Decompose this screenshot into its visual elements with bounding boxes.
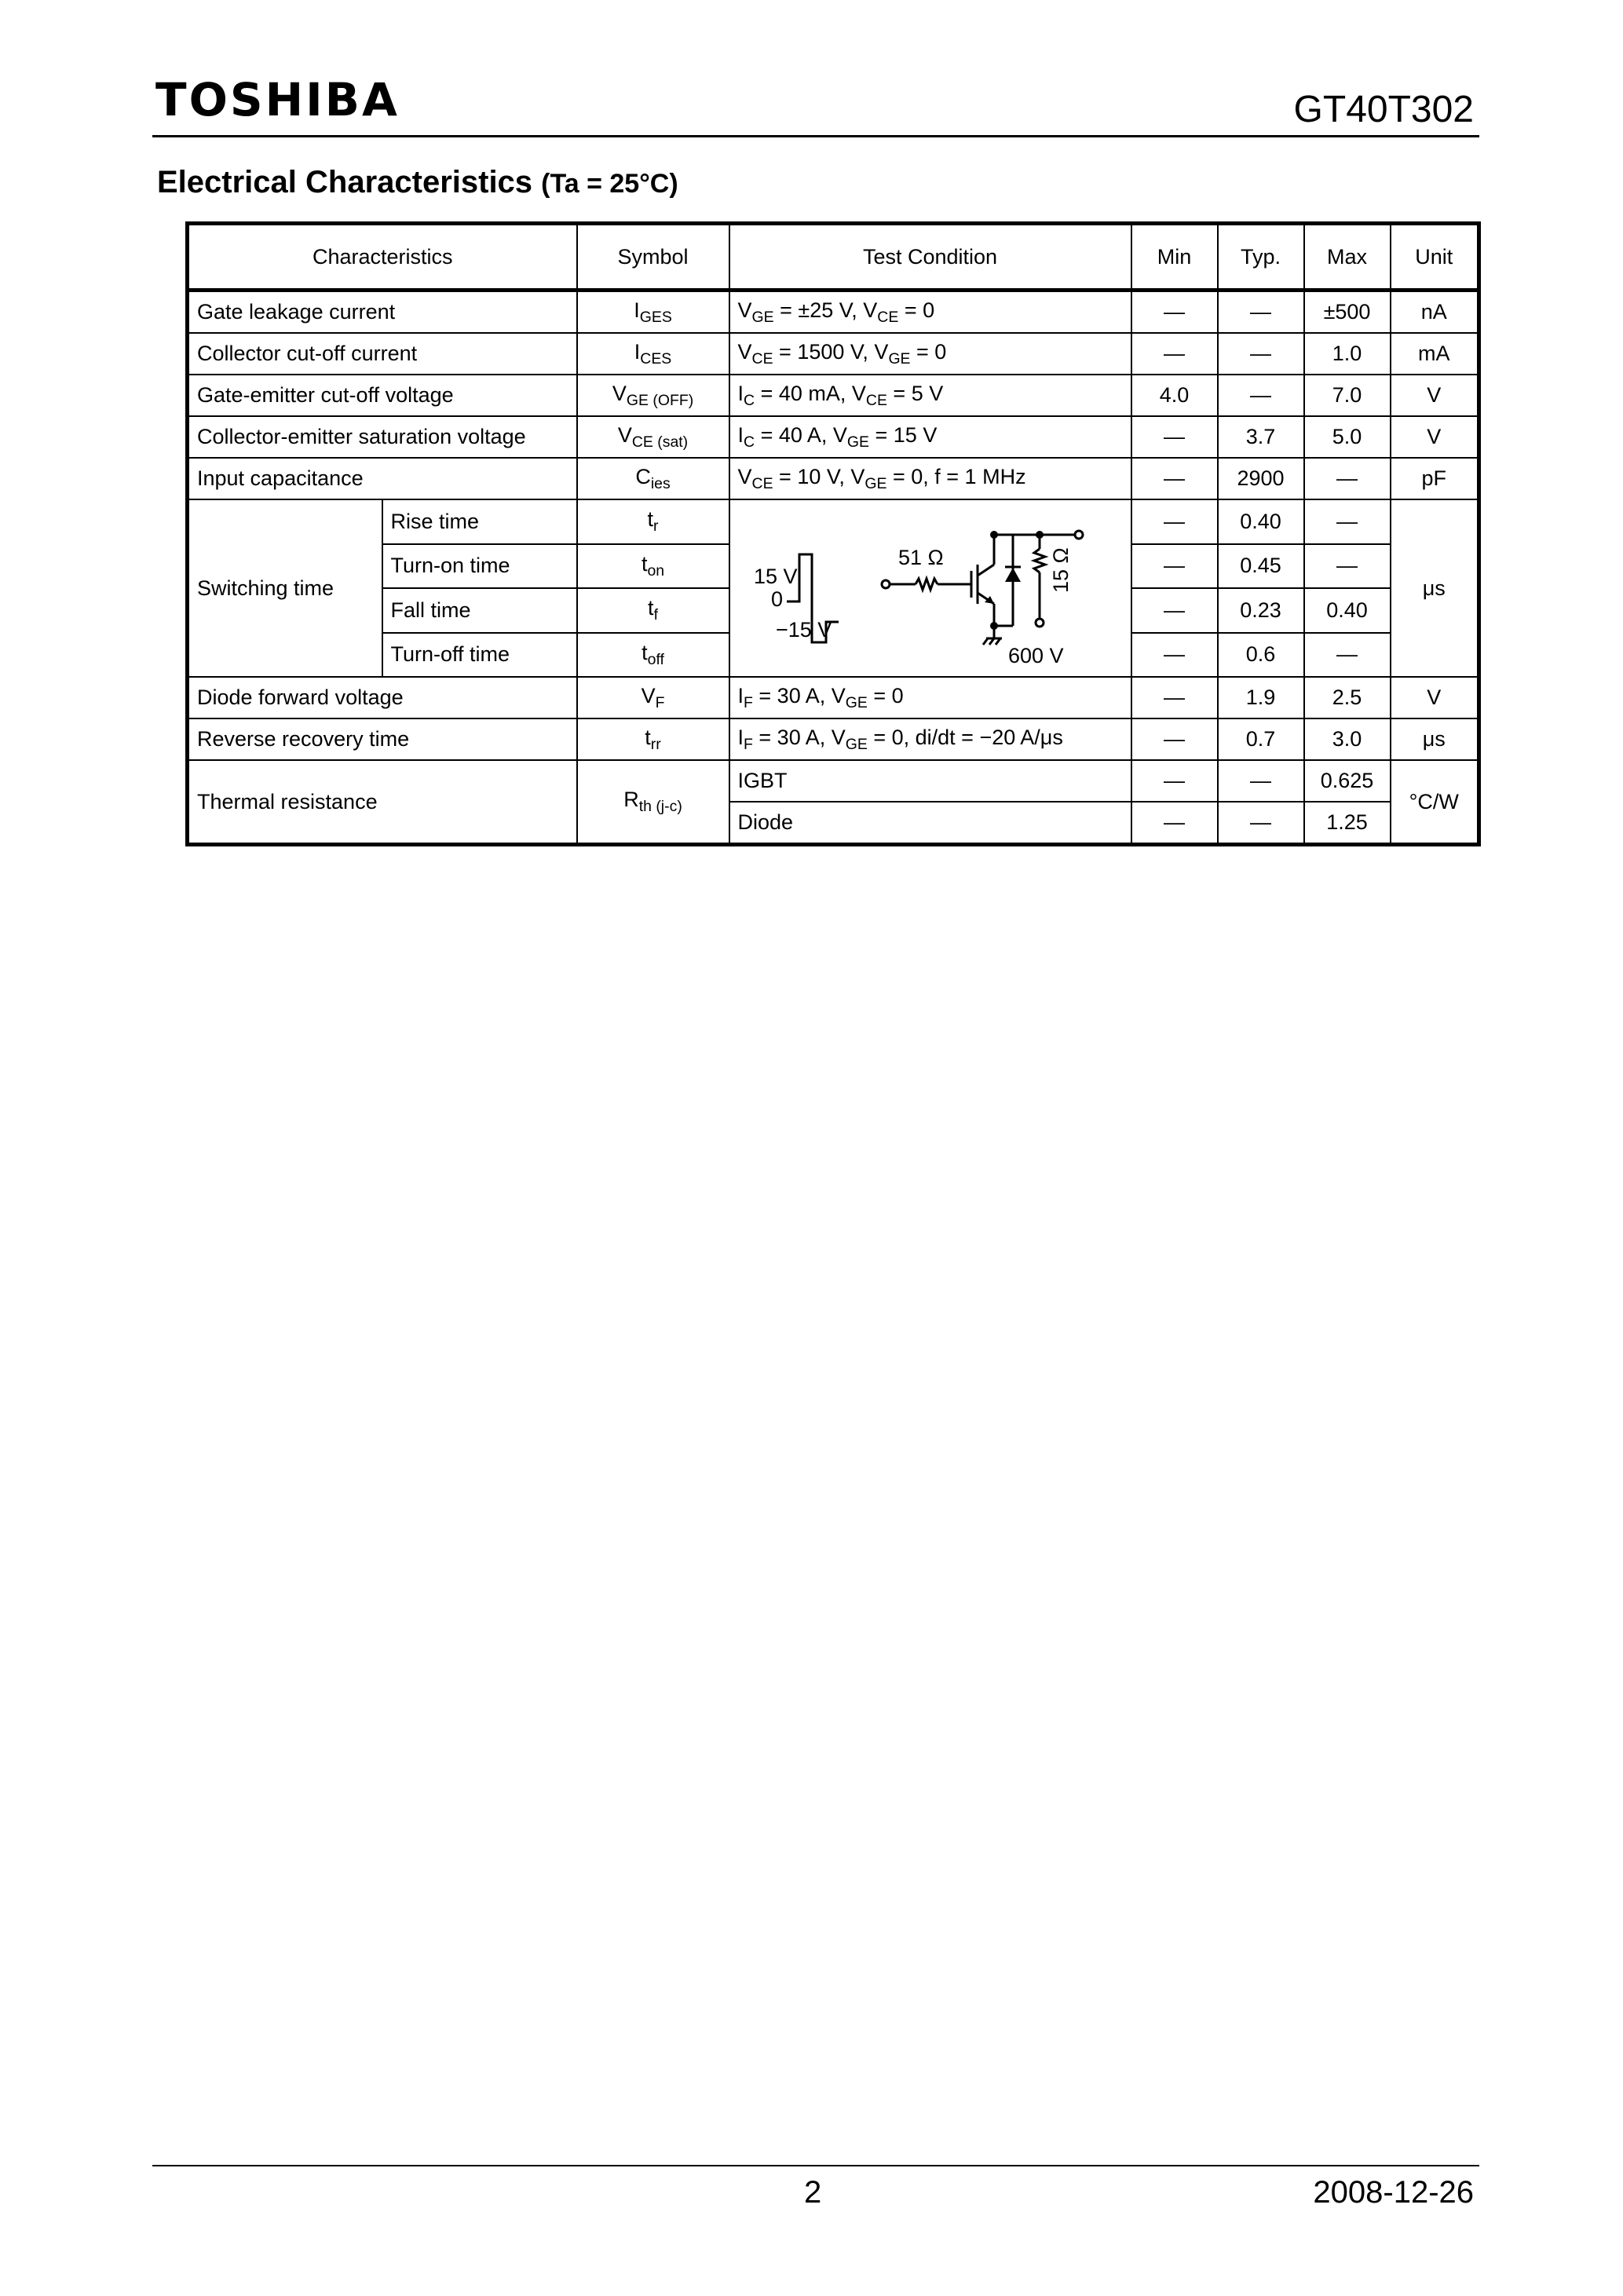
characteristic-cell: Collector-emitter saturation voltage [188,416,577,458]
unit-cell: nA [1391,291,1479,334]
symbol-cell [577,291,729,334]
test-condition-cell: IGBT [729,760,1131,802]
min-cell: — [1131,677,1218,718]
page-number: 2 [804,2175,822,2210]
table-header-row [188,224,1479,291]
min-cell: 4.0 [1131,375,1218,416]
switching-item-cell: Turn-on time [382,544,577,589]
switching-item-cell: Turn-off time [382,633,577,678]
max-cell: — [1304,544,1391,589]
output-terminal [1075,531,1083,539]
table-row-switching [188,499,1479,544]
max-cell: 2.5 [1304,677,1391,718]
test-condition-cell: $I_C = 40$ A, $V_{GE} = 15$ V [729,416,1131,458]
header-symbol: Symbol [577,224,729,291]
header-characteristics: Characteristics [188,224,577,291]
characteristic-cell: Gate-emitter cut-off voltage [188,375,577,416]
collector-node [990,531,998,539]
symbol-subscript: GE (OFF) [626,391,694,409]
label-v-zero: 0 [770,587,783,611]
typ-cell: 0.23 [1218,588,1304,633]
test-condition-cell: $V_{GE} = \pm 25$ V, $V_{CE} = 0$ [729,291,1131,334]
typ-cell: 1.9 [1218,677,1304,718]
unit-cell: mA [1391,333,1479,375]
diode-triangle [1005,568,1021,582]
symbol-cell [577,718,729,760]
max-cell: 3.0 [1304,718,1391,760]
typ-cell: — [1218,802,1304,845]
max-cell: — [1304,499,1391,544]
typ-cell: 3.7 [1218,416,1304,458]
characteristic-cell: Thermal resistance [188,760,577,845]
max-cell: 1.0 [1304,333,1391,375]
max-cell: 0.625 [1304,760,1391,802]
label-v-high: 15 V [753,565,798,588]
table-row [188,458,1479,499]
max-cell: — [1304,458,1391,499]
table-row [188,333,1479,375]
typ-cell: — [1218,291,1304,334]
max-cell: 0.40 [1304,588,1391,633]
table-row-thermal [188,760,1479,802]
switching-item-cell: Rise time [382,499,577,544]
characteristic-cell: Gate leakage current [188,291,577,334]
symbol-subscript: f [653,606,658,624]
section-title [157,163,678,201]
symbol-subscript: on [647,561,665,579]
symbol-subscript: F [655,693,665,711]
min-cell: — [1131,633,1218,678]
junction-node-left [990,622,998,630]
table-row [188,718,1479,760]
symbol-cell [577,588,729,633]
min-cell: — [1131,588,1218,633]
unit-cell: μs [1391,718,1479,760]
test-condition-cell: $V_{CE} = 10$ V, $V_{GE} = 0$, f = 1 MHz [729,458,1131,499]
symbol: t [642,640,648,664]
unit-cell: V [1391,677,1479,718]
load-resistor [1034,549,1045,572]
symbol: t [645,725,651,749]
symbol-cell [577,677,729,718]
symbol: V [617,422,632,447]
header-test-condition: Test Condition [729,224,1131,291]
switching-test-circuit-cell [729,499,1131,677]
typ-cell: — [1218,333,1304,375]
switching-unit-cell: μs [1391,499,1479,677]
symbol: V [612,381,627,405]
footer-rule [152,2165,1479,2166]
symbol-cell [577,760,729,845]
characteristic-cell: Reverse recovery time [188,718,577,760]
symbol-subscript: rr [650,735,661,753]
symbol: t [647,507,654,532]
header-unit: Unit [1391,224,1479,291]
unit-cell: °C/W [1391,760,1479,845]
characteristic-cell: Collector cut-off current [188,333,577,375]
max-cell: 7.0 [1304,375,1391,416]
typ-cell: — [1218,760,1304,802]
switching-item-cell: Fall time [382,588,577,633]
min-cell: — [1131,499,1218,544]
label-load-resistor: 15 Ω [1048,547,1073,593]
header-typ: Typ. [1218,224,1304,291]
min-cell: — [1131,333,1218,375]
symbol-cell [577,458,729,499]
symbol-cell [577,633,729,678]
test-condition-cell: $V_{CE} = 1500$ V, $V_{GE} = 0$ [729,333,1131,375]
symbol-subscript: ies [650,474,671,492]
table-row [188,375,1479,416]
table-row [188,416,1479,458]
header-min: Min [1131,224,1218,291]
gate-resistor [916,579,938,590]
label-v-low: −15 V [775,618,832,642]
supply-terminal [1036,619,1044,627]
symbol-subscript: th (j-c) [638,797,682,815]
toshiba-logo: TOSHIBA [155,73,400,126]
min-cell: — [1131,416,1218,458]
characteristic-cell: Diode forward voltage [188,677,577,718]
unit-cell: pF [1391,458,1479,499]
symbol: C [635,464,651,488]
part-number: GT40T302 [1293,89,1474,130]
max-cell: ±500 [1304,291,1391,334]
symbol: V [641,683,656,707]
symbol: t [641,551,648,576]
typ-cell: 0.40 [1218,499,1304,544]
unit-cell: V [1391,416,1479,458]
header-max: Max [1304,224,1391,291]
test-condition-cell: $I_F = 30$ A, $V_{GE} = 0$, di/dt = −20 A/μs [729,718,1131,760]
typ-cell: 0.7 [1218,718,1304,760]
max-cell: 1.25 [1304,802,1391,845]
test-condition-cell: Diode [729,802,1131,845]
min-cell: — [1131,802,1218,845]
min-cell: — [1131,760,1218,802]
document-date: 2008-12-26 [1313,2175,1474,2210]
unit-cell: V [1391,375,1479,416]
table-row [188,291,1479,334]
max-cell: — [1304,633,1391,678]
symbol-subscript: off [647,650,664,668]
typ-cell: 2900 [1218,458,1304,499]
header-rule [152,135,1479,137]
junction-node-top [1036,531,1044,539]
symbol-cell [577,544,729,589]
symbol-subscript: r [653,517,659,536]
typ-cell: 0.45 [1218,544,1304,589]
table-row [188,677,1479,718]
symbol: I [634,339,641,364]
symbol-cell [577,333,729,375]
symbol-cell [577,375,729,416]
symbol: I [634,298,640,322]
label-supply: 600 V [1007,644,1064,667]
test-condition-cell: $I_F = 30$ A, $V_{GE} = 0$ [729,677,1131,718]
gate-input-terminal [882,580,890,588]
symbol-cell [577,499,729,544]
switching-group-cell: Switching time [188,499,382,677]
min-cell: — [1131,291,1218,334]
electrical-characteristics-table [185,221,1481,846]
symbol-subscript: CE (sat) [631,433,689,451]
min-cell: — [1131,544,1218,589]
symbol: R [623,788,639,812]
symbol-subscript: CES [640,349,672,367]
min-cell: — [1131,458,1218,499]
switching-test-circuit [730,500,1132,676]
symbol-cell [577,416,729,458]
typ-cell: 0.6 [1218,633,1304,678]
symbol-subscript: GES [639,308,672,326]
characteristic-cell: Input capacitance [188,458,577,499]
min-cell: — [1131,718,1218,760]
max-cell: 5.0 [1304,416,1391,458]
symbol: t [648,596,654,620]
section-title-text: Electrical Characteristics [157,165,533,199]
section-condition: (Ta = 25°C) [541,169,678,199]
test-condition-cell: $I_C = 40$ mA, $V_{CE} = 5$ V [729,375,1131,416]
label-gate-resistor: 51 Ω [897,546,944,569]
typ-cell: — [1218,375,1304,416]
